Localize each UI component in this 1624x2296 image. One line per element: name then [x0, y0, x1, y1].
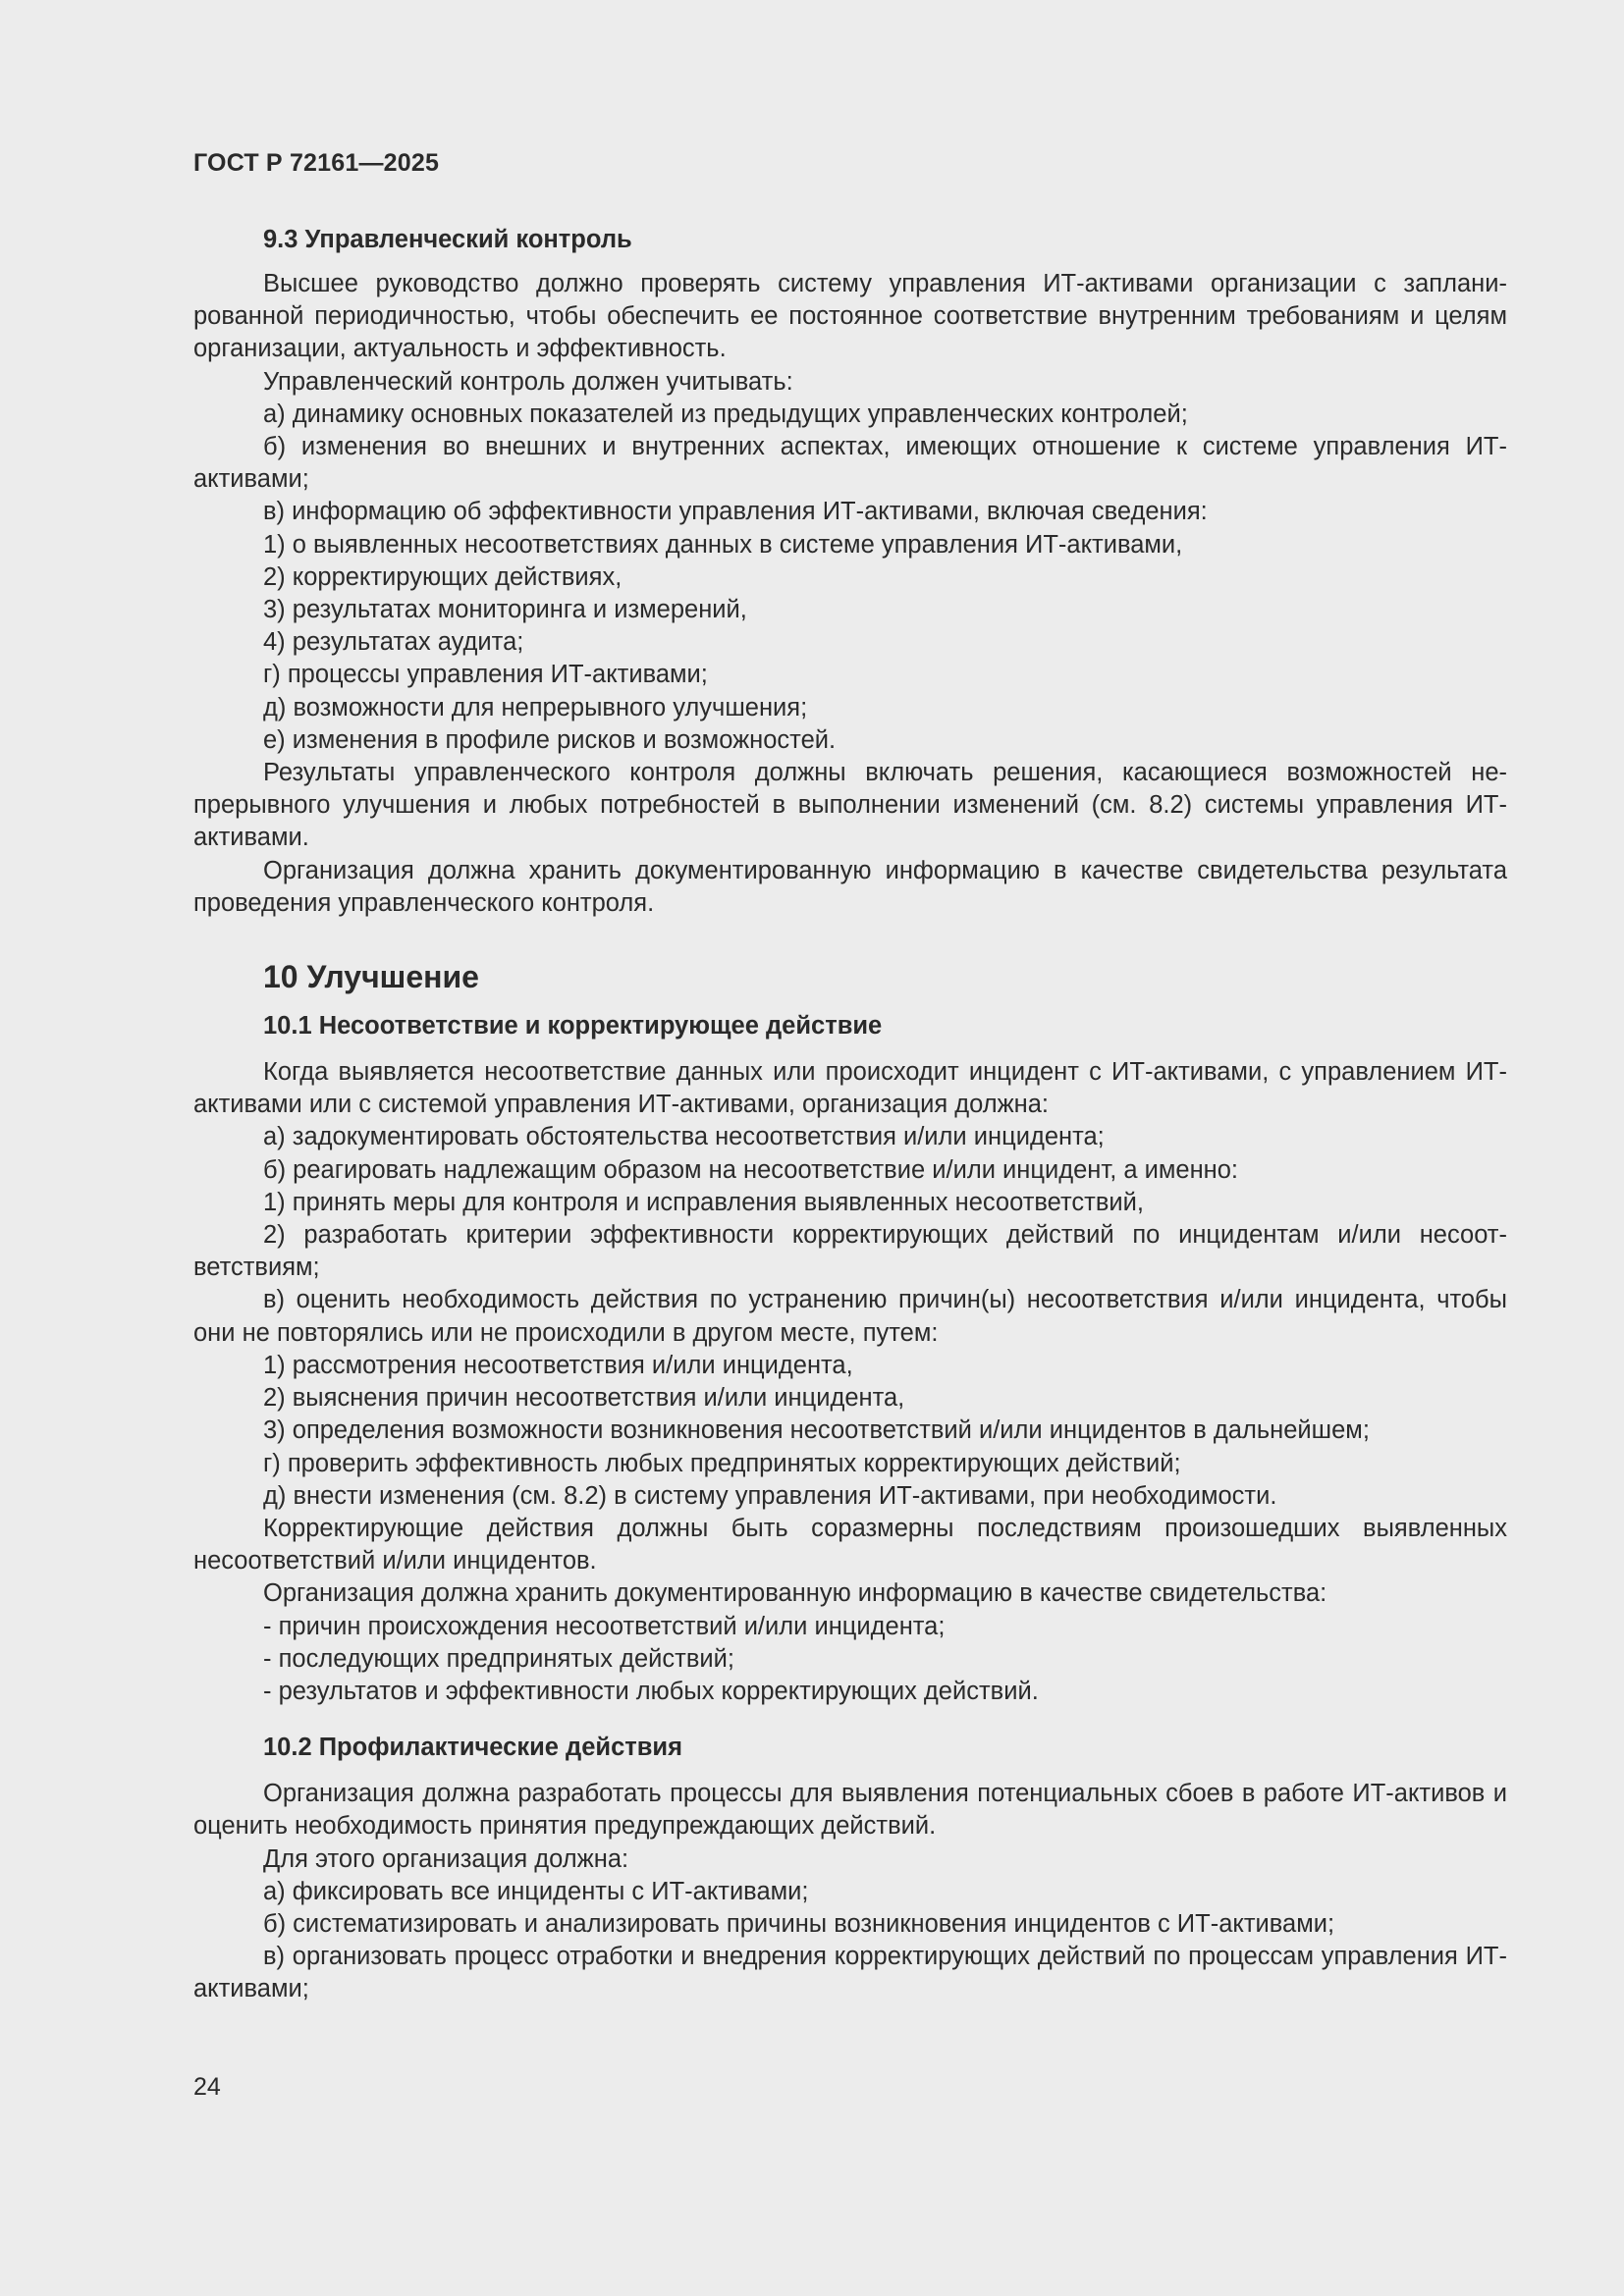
paragraph: Когда выявляется несоответствие данных или происходит инцидент с ИТ-активами, с управлением ИТ-активами или с системой управления ИТ-активами, организация должна:: [193, 1058, 1507, 1119]
list-item: 1) о выявленных несоответствиях данных в системе управления ИТ-активами,: [263, 530, 1183, 559]
list-item: б) систематизировать и анализировать причины возникновения инцидентов с ИТ-активами;: [263, 1909, 1335, 1938]
list-item: 1) принять меры для контроля и исправления выявленных несоответствий,: [263, 1188, 1144, 1216]
paragraph: Организация должна разработать процессы для выявления потенциальных сбоев в работе ИТ-активов и оценить необходимость принятия предупреждающих действий.: [193, 1780, 1507, 1841]
section-10-2: [193, 1732, 1507, 2005]
paragraph: Результаты управленческого контроля должны включать решения, касающиеся возможностей непрерывного улучшения и любых потребностей в выполнении изменений (см. 8.2) системы управления ИТ-активами.: [193, 759, 1507, 852]
list-item: 4) результатах аудита;: [263, 628, 524, 657]
list-item: 2) выяснения причин несоответствия и/или инцидента,: [263, 1384, 905, 1413]
list-item: 2) разработать критерии эффективности корректирующих действий по инцидентам и/или несоответствиям;: [193, 1221, 1507, 1282]
list-item: а) задокументировать обстоятельства несоответствия и/или инцидента;: [263, 1123, 1105, 1151]
page-content: [193, 224, 1507, 2006]
paragraph: Организация должна хранить документированную информацию в качестве свидетельства:: [263, 1579, 1327, 1608]
list-item: - причин происхождения несоответствий и/или инцидента;: [263, 1612, 946, 1640]
list-item: е) изменения в профиле рисков и возможностей.: [263, 725, 837, 754]
list-item: г) процессы управления ИТ-активами;: [263, 661, 708, 689]
section-10-title: 10 Улучшение: [263, 959, 479, 995]
list-item: 2) корректирующих действиях,: [263, 562, 623, 591]
list-item: в) оценить необходимость действия по устранению причин(ы) несоответствия и/или инцидента, чтобы они не повторялись или не происходили в другом месте, путем:: [193, 1286, 1507, 1347]
paragraph: Высшее руководство должно проверять систему управления ИТ-активами организации с запланированной периодичностью, чтобы обеспечить ее постоянное соответствие внутренним требованиям и целям организации, актуальность и эффективность.: [193, 270, 1507, 363]
section-10-1: [193, 1010, 1507, 1708]
list-item: 3) определения возможности возникновения несоответствий и/или инцидентов в дальнейшем;: [263, 1416, 1370, 1445]
list-item: в) информацию об эффективности управления ИТ-активами, включая сведения:: [263, 498, 1208, 526]
list-item: - результатов и эффективности любых корректирующих действий.: [263, 1677, 1039, 1705]
list-item: б) изменения во внешних и внутренних аспектах, имеющих отношение к системе управления ИТ-активами;: [193, 433, 1507, 494]
section-9-3-title: 9.3 Управленческий контроль: [263, 226, 632, 253]
section-10-1-title: 10.1 Несоответствие и корректирующее действие: [263, 1012, 883, 1041]
list-item: б) реагировать надлежащим образом на несоответствие и/или инцидент, а именно:: [263, 1155, 1239, 1184]
paragraph: Управленческий контроль должен учитывать:: [263, 367, 793, 396]
section-9-3: [193, 224, 1507, 920]
list-item: г) проверить эффективность любых предпринятых корректирующих действий;: [263, 1449, 1181, 1477]
standard-designation: ГОСТ Р 72161—2025: [193, 149, 440, 177]
list-item: - последующих предпринятых действий;: [263, 1644, 734, 1673]
list-item: 1) рассмотрения несоответствия и/или инцидента,: [263, 1351, 853, 1379]
paragraph: Организация должна хранить документированную информацию в качестве свидетельства результата проведения управленческого контроля.: [193, 856, 1507, 917]
list-item: 3) результатах мониторинга и измерений,: [263, 596, 747, 624]
section-10-2-title: 10.2 Профилактические действия: [263, 1734, 682, 1762]
page-number: 24: [193, 2073, 221, 2101]
list-item: а) динамику основных показателей из предыдущих управленческих контролей;: [263, 400, 1188, 428]
list-item: д) внести изменения (см. 8.2) в систему управления ИТ-активами, при необходимости.: [263, 1481, 1277, 1510]
list-item: д) возможности для непрерывного улучшения;: [263, 693, 808, 721]
paragraph: Корректирующие действия должны быть соразмерны последствиям произошедших выявленных несоответствий и/или инцидентов.: [193, 1514, 1507, 1575]
paragraph: Для этого организация должна:: [263, 1844, 629, 1873]
list-item: а) фиксировать все инциденты с ИТ-активами;: [263, 1877, 809, 1905]
list-item: в) организовать процесс отработки и внедрения корректирующих действий по процессам управления ИТ-активами;: [193, 1943, 1507, 2003]
